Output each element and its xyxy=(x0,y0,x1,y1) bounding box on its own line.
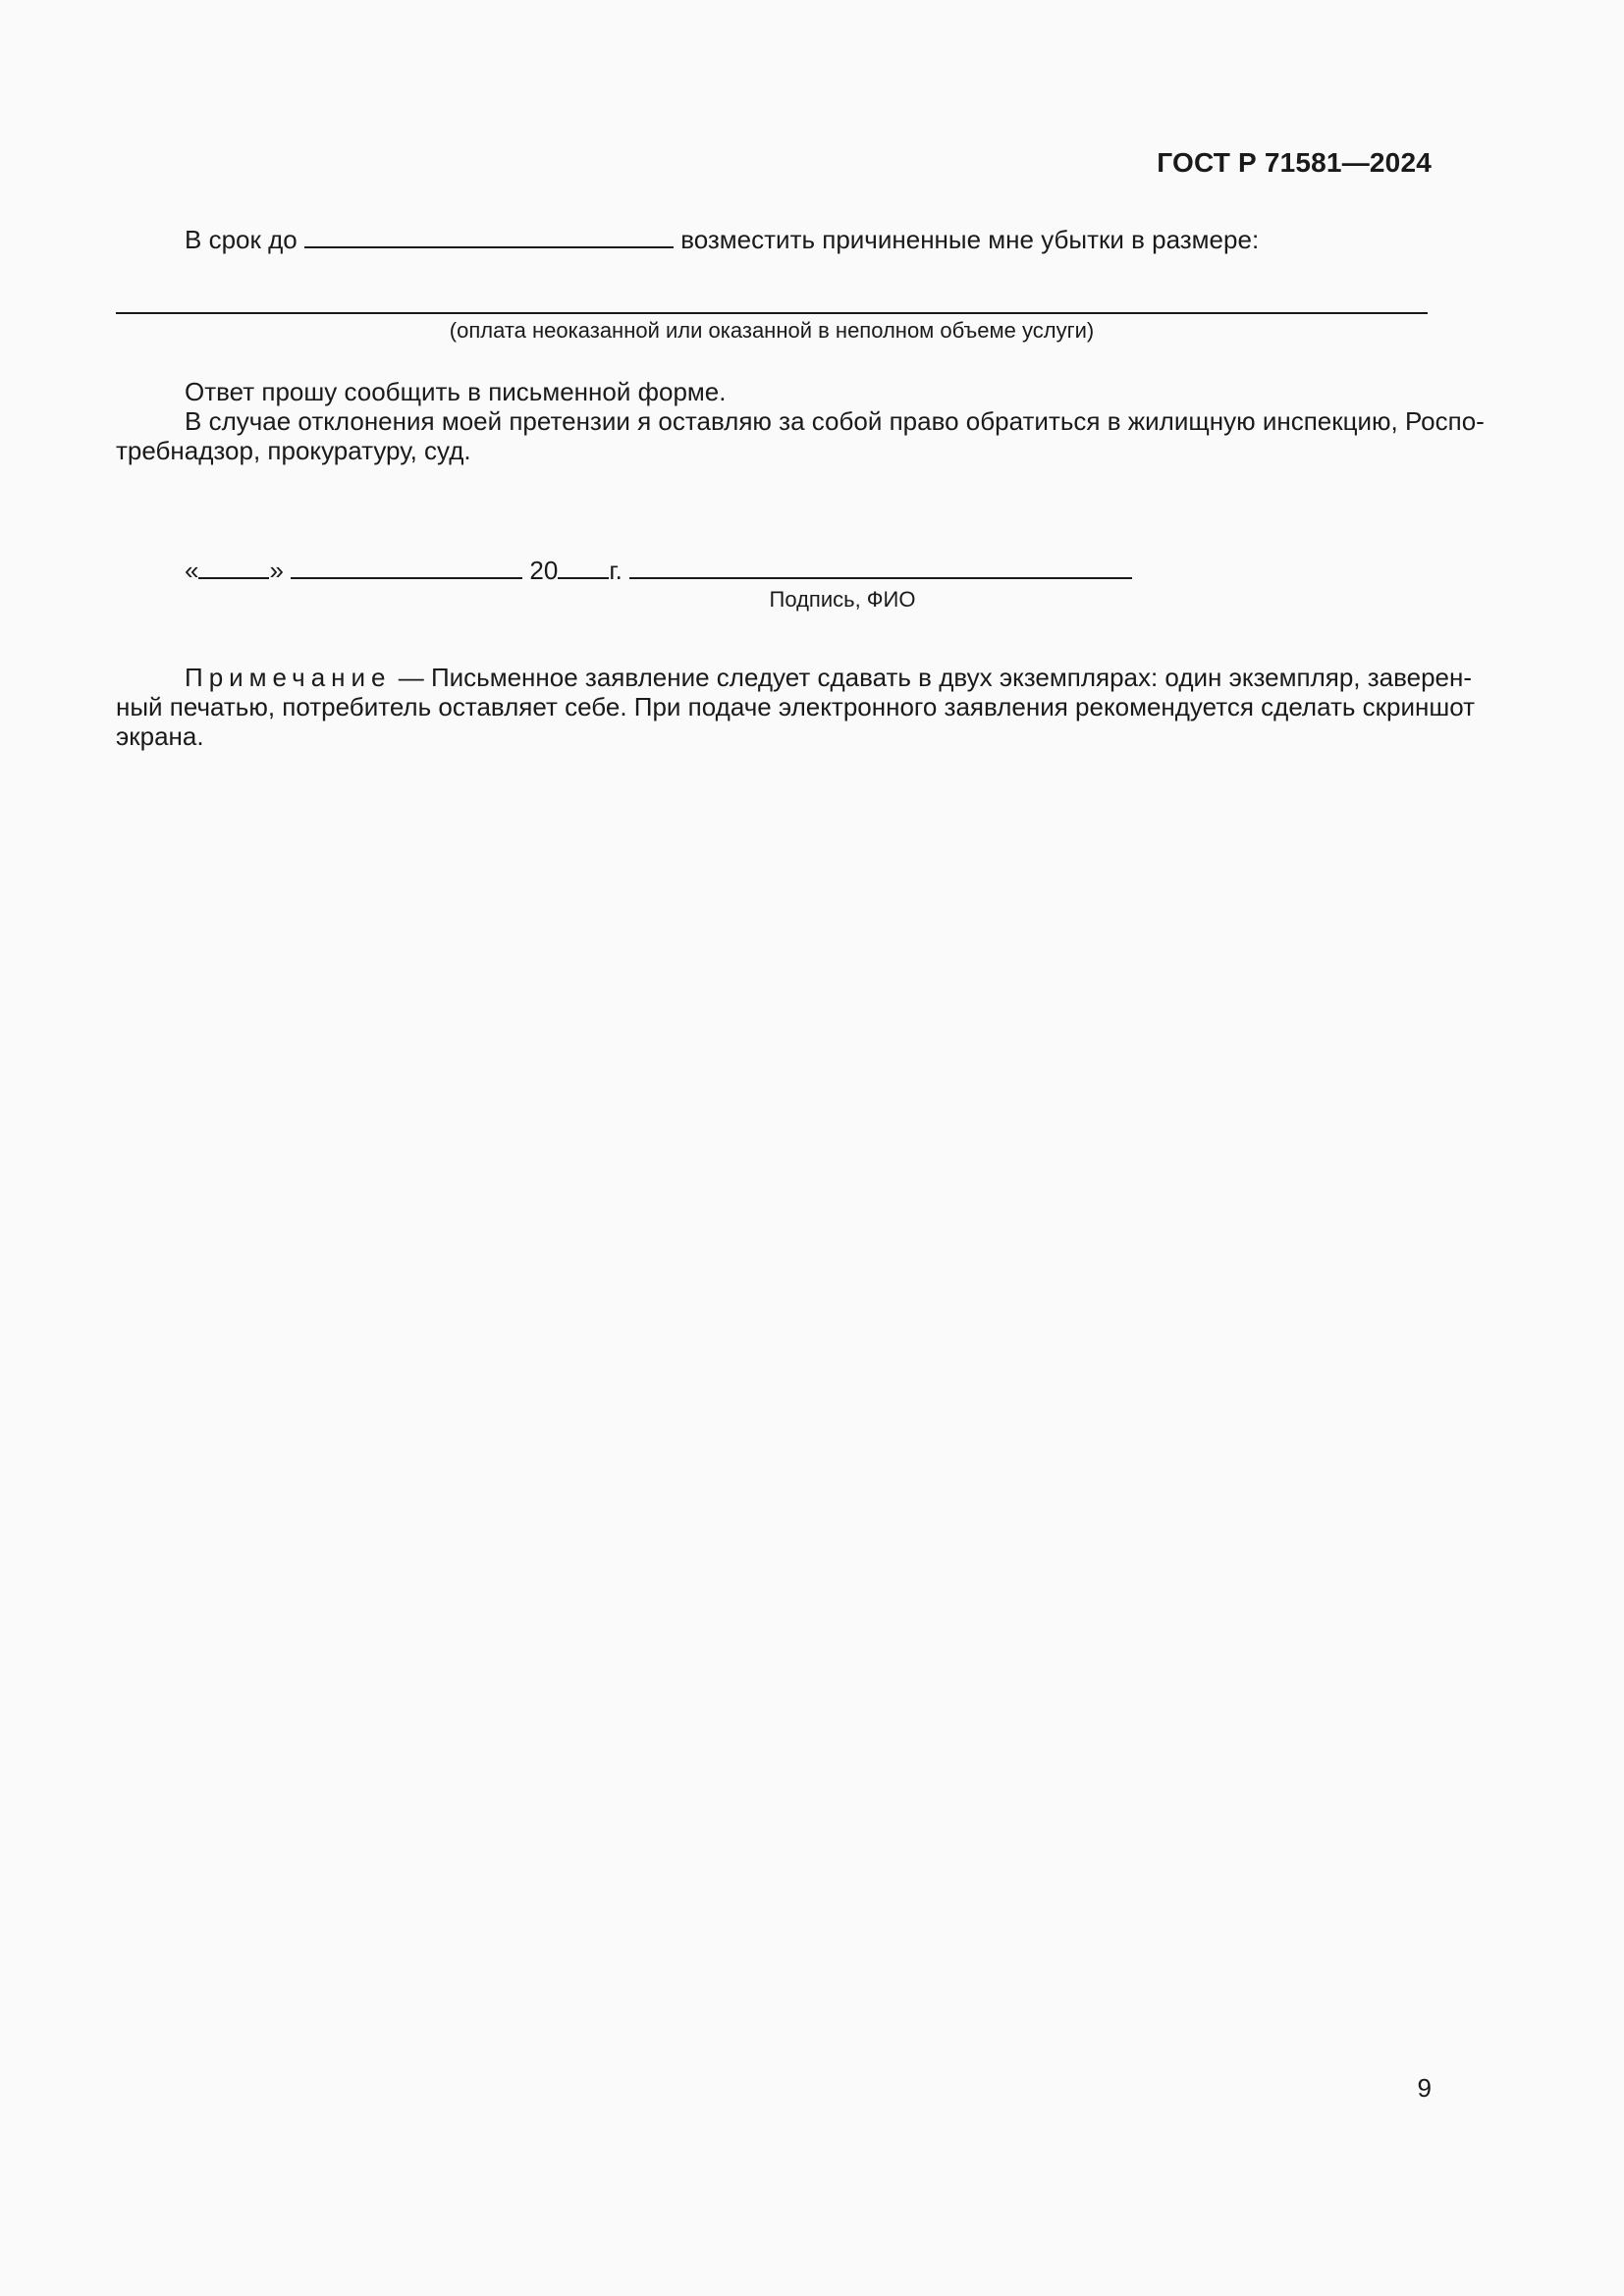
note-line3: экрана. xyxy=(116,721,204,751)
note-text-line1: — Письменное заявление следует сдавать в двух экземплярах: один экземпляр, заверен- xyxy=(398,663,1473,692)
rejection-clause-line2: требнадзор, прокуратуру, суд. xyxy=(116,436,471,465)
open-quote: « xyxy=(185,556,199,585)
deadline-line xyxy=(185,225,1259,254)
day-blank[interactable] xyxy=(198,556,269,579)
month-blank[interactable] xyxy=(291,556,522,579)
rejection-clause-line1: В случае отклонения моей претензии я оставляю за собой право обратиться в жилищную инспекцию, Роспо- xyxy=(185,406,1485,436)
note-line2: ный печатью, потребитель оставляет себе. При подаче электронного заявления рекомендуется сделать скриншот xyxy=(116,692,1476,721)
amount-caption: (оплата неоказанной или оказанной в неполном объеме услуги) xyxy=(449,318,1095,343)
note-label: Примечание xyxy=(185,663,392,692)
note-line1 xyxy=(185,663,1473,692)
year-suffix: г. xyxy=(609,556,623,585)
close-quote: » xyxy=(269,556,284,585)
year-blank[interactable] xyxy=(558,556,609,579)
amount-blank-line[interactable] xyxy=(116,312,1428,314)
signature-caption: Подпись, ФИО xyxy=(769,587,916,612)
date-signature-line xyxy=(185,556,1132,585)
page-number: 9 xyxy=(1417,2073,1432,2103)
response-request-line: Ответ прошу сообщить в письменной форме. xyxy=(185,377,727,406)
deadline-suffix: возместить причиненные мне убытки в размере: xyxy=(680,225,1260,254)
deadline-prefix: В срок до xyxy=(185,225,298,254)
year-prefix: 20 xyxy=(529,556,559,585)
signature-blank[interactable] xyxy=(629,556,1132,579)
deadline-date-blank[interactable] xyxy=(304,225,674,248)
document-id-header: ГОСТ Р 71581—2024 xyxy=(1157,147,1432,178)
